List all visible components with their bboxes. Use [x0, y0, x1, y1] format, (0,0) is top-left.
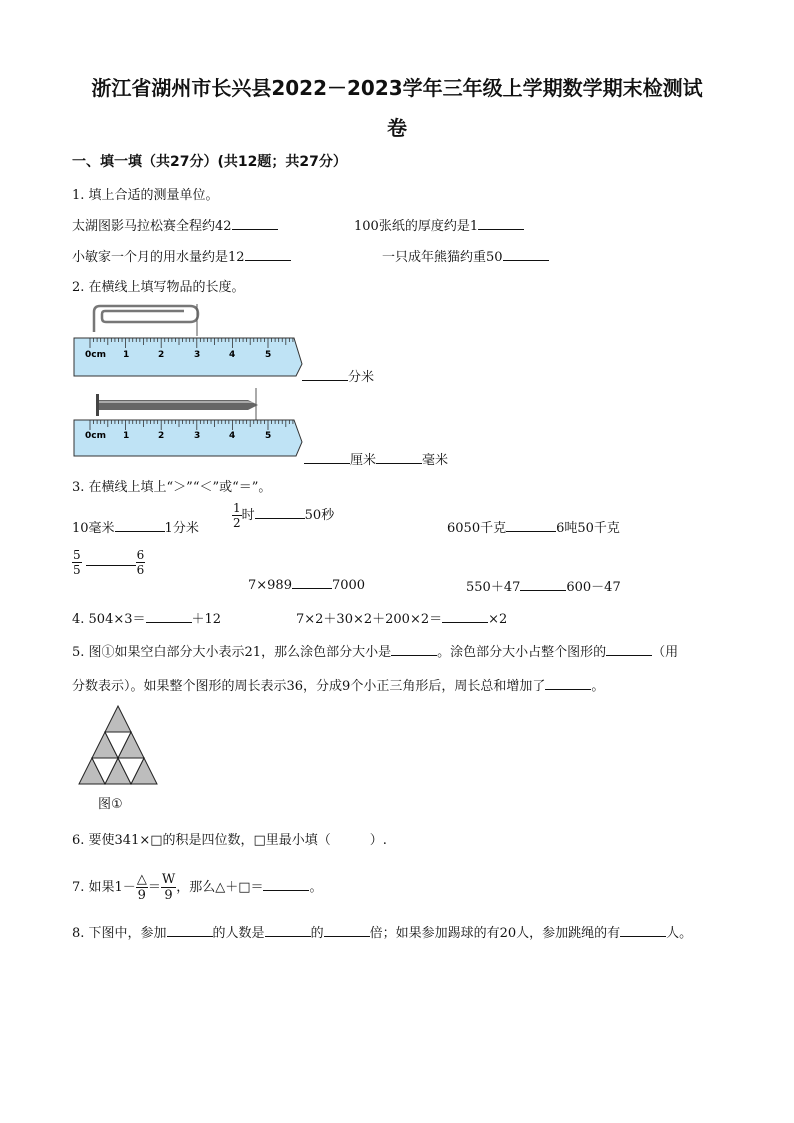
answer-blank[interactable] [503, 248, 549, 261]
fraction [136, 873, 148, 902]
q2-answer-1 [302, 366, 374, 385]
ruler-label-0: 0cm [85, 350, 106, 360]
q3-a-left: 10毫米 [72, 521, 115, 536]
answer-blank[interactable] [292, 576, 332, 589]
q1-item-d [382, 246, 549, 265]
q8-text: 倍；如果参加踢球的有20人，参加跳绳的有 [369, 926, 621, 941]
answer-blank[interactable] [245, 248, 291, 261]
q4-a-right: ＋12 [191, 612, 222, 627]
fraction-numerator: △ [136, 872, 147, 887]
fraction-denominator: 9 [137, 888, 146, 903]
q4-a-left: 4. 504×3＝ [72, 612, 146, 627]
unit-label: 厘米 [350, 453, 377, 468]
q5-text: （用 [652, 645, 679, 660]
q3-item-f [466, 576, 621, 595]
answer-blank[interactable] [232, 217, 278, 230]
fraction [161, 873, 176, 902]
answer-blank[interactable] [324, 924, 370, 937]
answer-blank[interactable] [265, 924, 311, 937]
question-8 [72, 922, 692, 941]
q5-text: 5. 图①如果空白部分大小表示21，那么涂色部分大小是 [72, 645, 392, 660]
answer-blank[interactable] [263, 878, 309, 891]
fraction [232, 502, 242, 529]
ruler-label-3: 3 [194, 350, 201, 360]
question-6: 6. 要使341×□的积是四位数，□里最小填（ ）. [72, 833, 387, 848]
q3-a-right: 1分米 [164, 521, 199, 536]
ruler-with-paperclip-figure [72, 302, 304, 380]
q7-equals: ＝ [147, 880, 161, 895]
fraction-denominator: 6 [136, 563, 145, 577]
page-title: 浙江省湖州市长兴县2022－2023学年三年级上学期数学期末检测试 [91, 76, 703, 100]
ruler-label-5: 5 [265, 350, 272, 360]
q5-text: 分数表示）。如果整个图形的周长表示36，分成9个小正三角形后，周长总和增加了 [72, 679, 546, 694]
fraction [136, 549, 146, 576]
answer-blank[interactable] [442, 610, 488, 623]
answer-blank[interactable] [115, 519, 165, 532]
ruler-label-3: 3 [194, 431, 201, 441]
section-header: 一、填一填（共27分）(共12题；共27分） [72, 154, 347, 170]
answer-blank[interactable] [620, 924, 666, 937]
ruler-label-1: 1 [123, 431, 130, 441]
answer-blank[interactable] [167, 924, 213, 937]
q7-suffix: ，那么△＋□＝ [176, 880, 264, 895]
q8-text: 的人数是 [212, 926, 265, 941]
answer-blank[interactable] [302, 368, 348, 381]
answer-blank[interactable] [86, 553, 136, 566]
q7-end: 。 [309, 880, 323, 895]
small-triangle-shaded [105, 706, 131, 732]
fraction [72, 549, 82, 576]
q3-item-a [72, 517, 199, 536]
q1-item-a-text: 太湖图影马拉松赛全程约42 [72, 219, 232, 234]
ruler-label-2: 2 [158, 431, 165, 441]
answer-blank[interactable] [606, 643, 652, 656]
page-title-continued: 卷 [387, 116, 407, 140]
question-7 [72, 873, 323, 902]
question-5-line-2 [72, 675, 604, 694]
q8-text: 8. 下图中，参加 [72, 926, 167, 941]
answer-blank[interactable] [478, 217, 524, 230]
fraction-numerator: W [161, 872, 176, 887]
q3-b-left: 时 [241, 508, 255, 523]
answer-blank[interactable] [376, 451, 422, 464]
question-3-stem: 3. 在横线上填上“＞”“＜”或“＝”。 [72, 480, 272, 495]
q3-c-left: 6050千克 [447, 521, 507, 536]
q2-answer-2 [304, 449, 448, 468]
q4-b-right: ×2 [488, 612, 508, 627]
answer-blank[interactable] [391, 643, 437, 656]
q4-b-left: 7×2＋30×2＋200×2＝ [296, 612, 443, 627]
ruler-label-2: 2 [158, 350, 165, 360]
paperclip-icon [94, 306, 198, 332]
ruler-label-5: 5 [265, 431, 272, 441]
ruler-label-4: 4 [229, 431, 236, 441]
q3-f-right: 600－47 [566, 580, 621, 595]
answer-blank[interactable] [146, 610, 192, 623]
q3-item-d [72, 549, 145, 576]
ruler-label-4: 4 [229, 350, 236, 360]
q1-item-b [354, 215, 524, 234]
fraction-denominator: 2 [233, 516, 241, 530]
fraction-numerator: 6 [136, 548, 145, 562]
q3-c-right: 6吨50千克 [556, 521, 620, 536]
answer-blank[interactable] [520, 578, 566, 591]
q1-item-b-text: 100张纸的厚度约是1 [354, 219, 479, 234]
q7-prefix: 7. 如果1－ [72, 880, 136, 895]
q1-item-a [72, 215, 278, 234]
ruler-with-nail-figure [72, 386, 304, 464]
answer-blank[interactable] [255, 506, 305, 519]
q3-item-e [248, 576, 365, 593]
q3-item-c [447, 517, 620, 536]
answer-blank[interactable] [304, 451, 350, 464]
fraction-numerator: 5 [73, 548, 81, 562]
q5-text: 。涂色部分大小占整个图形的 [437, 645, 607, 660]
question-4-part-a [72, 608, 221, 627]
question-4-part-b [296, 608, 507, 627]
question-2-stem: 2. 在横线上填写物品的长度。 [72, 280, 245, 295]
nail-icon [96, 394, 258, 416]
q8-text: 人。 [666, 926, 693, 941]
fraction-denominator: 9 [164, 888, 173, 903]
q1-item-d-text: 一只成年熊猫约重50 [382, 250, 503, 265]
q8-text: 的 [310, 926, 324, 941]
fraction-denominator: 5 [73, 563, 81, 577]
q3-b-right: 50秒 [304, 508, 335, 523]
question-1-stem: 1. 填上合适的测量单位。 [72, 188, 219, 203]
q3-f-left: 550＋47 [466, 580, 521, 595]
q1-item-c [72, 246, 291, 265]
figure-label: 图① [98, 797, 123, 812]
q5-text: 。 [591, 679, 605, 694]
answer-blank[interactable] [545, 677, 591, 690]
answer-blank[interactable] [506, 519, 556, 532]
unit-label: 分米 [348, 370, 375, 385]
ruler-label-1: 1 [123, 350, 130, 360]
fraction-numerator: 1 [233, 501, 241, 515]
q1-item-c-text: 小敏家一个月的用水量约是12 [72, 250, 245, 265]
q3-e-left: 7×989 [248, 578, 292, 593]
triangle-figure [76, 704, 166, 790]
q3-e-right: 7000 [331, 578, 366, 593]
unit-label: 毫米 [422, 453, 449, 468]
triangle-grid [79, 706, 157, 784]
q3-item-b [232, 502, 334, 529]
ruler-label-0: 0cm [85, 431, 106, 441]
question-5-line-1 [72, 641, 678, 660]
